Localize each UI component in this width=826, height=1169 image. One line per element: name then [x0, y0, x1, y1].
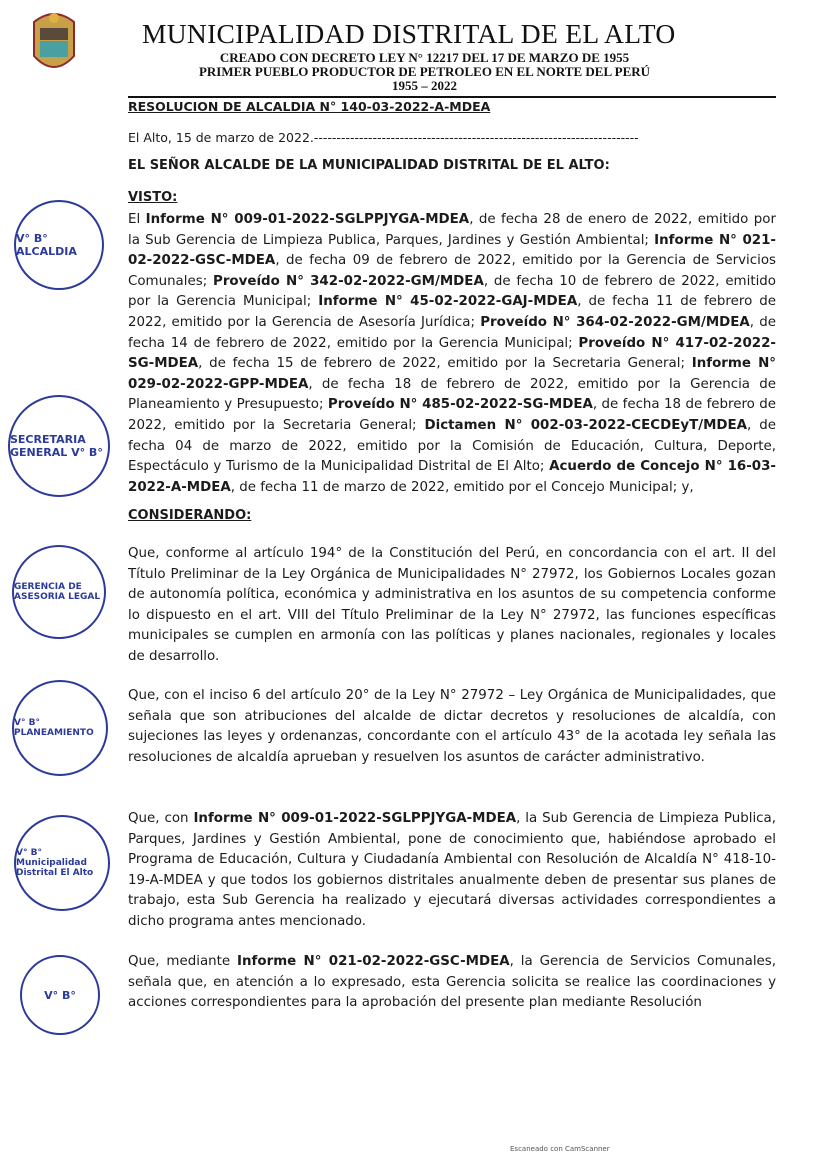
municipal-crest-logo	[28, 4, 80, 82]
document-reference: Informe N° 009-01-2022-SGLPPJYGA-MDEA	[145, 212, 470, 227]
stamp-alcaldia: V° B° ALCALDIA	[14, 200, 104, 290]
stamp-servicios-comunales: V° B°	[20, 955, 100, 1035]
paragraph-text: El	[128, 212, 146, 227]
paragraph-text: , de fecha 18 de febrero de 2022, emitido por la Gerencia de Planeamiento y Presupuesto;	[128, 376, 776, 413]
paragraph-text: , de fecha 14 de febrero de 2022, emitido por la Gerencia Municipal;	[128, 314, 776, 351]
paragraph-text: Que, mediante	[128, 954, 238, 969]
document-reference: Acuerdo de Concejo N° 16-03-2022-A-MDEA	[128, 459, 776, 495]
considerando-heading: CONSIDERANDO:	[128, 508, 252, 523]
stamp-gerencia: V° B° Municipalidad Distrital El Alto	[14, 815, 110, 911]
considerando-paragraph-3	[128, 809, 776, 933]
paragraph-text: , la Sub Gerencia de Limpieza Publica, Parques, Jardines y Gestión Ambiental, pone de conocimiento que, habiéndose aprobado el Programa de Educación, Cultura y Ciudadanía Ambiental con Resolución de Alcaldía N° 418-10-19-A-MDEA y que todos los gobiernos distritales anualmente deben de presentar sus planes de trabajo, esta Sub Gerencia ha realizado y ejecutará diversas actividades correspondientes a dicho programa antes mencionado.	[128, 811, 776, 929]
paragraph-text: , de fecha 28 de enero de 2022, emitido por la Sub Gerencia de Limpieza Publica, Parques, Jardines y Gestión Ambiental;	[128, 212, 776, 248]
stamp-planeamiento: V° B° PLANEAMIENTO	[12, 680, 108, 776]
years-line: 1955 – 2022	[392, 78, 457, 93]
paragraph-text: , de fecha 10 de febrero de 2022, emitido por la Gerencia Municipal;	[128, 273, 776, 310]
paragraph-text: , de fecha 09 de febrero de 2022, emitido por la Gerencia de Servicios Comunales;	[128, 253, 776, 289]
document-reference: Proveído N° 485-02-2022-SG-MDEA	[327, 397, 593, 413]
paragraph-text: , de fecha 15 de febrero de 2022, emitido por la Secretaria General;	[198, 356, 692, 372]
document-reference: Dictamen N° 002-03-2022-CECDEyT/MDEA	[424, 417, 748, 433]
paragraph-text: Que, con	[128, 811, 194, 826]
document-reference: Proveído N° 417-02-2022-SG-MDEA	[128, 335, 776, 372]
decree-line: CREADO CON DECRETO LEY N° 12217 DEL 17 DE MARZO DE 1955	[219, 50, 630, 65]
header-divider	[128, 96, 776, 98]
motto-line: PRIMER PUEBLO PRODUCTOR DE PETROLEO EN EL NORTE DEL PERÚ	[198, 64, 651, 79]
municipality-title: MUNICIPALIDAD DISTRITAL DE EL ALTO	[142, 18, 676, 49]
paragraph-text: , de fecha 04 de marzo de 2022, emitido por la Comisión de Educación, Cultura, Deporte, Espectáculo y Turismo de la Municipalidad Distrital de El Alto;	[128, 417, 776, 475]
addressee: EL SEÑOR ALCALDE DE LA MUNICIPALIDAD DISTRITAL DE EL ALTO:	[128, 158, 610, 173]
date-line: El Alto, 15 de marzo de 2022.------------------------------------------------------------------------	[128, 130, 639, 145]
scanner-watermark: Escaneado con CamScanner	[510, 1145, 610, 1153]
document-reference: Informe N° 021-02-2022-GSC-MDEA	[237, 954, 510, 969]
stamp-secretaria-general: SECRETARIA GENERAL V° B°	[8, 395, 110, 497]
considerando-paragraph-4	[128, 952, 776, 1014]
paragraph-text: Que, conforme al artículo 194° de la Constitución del Perú, en concordancia con el art. II del Título Preliminar de la Ley Orgánica de Municipalidades N° 27972, los Gobiernos Locales gozan de autonomía política, económica y administrativa en los asuntos de su competencia conforme lo dispuesto en el art. VIII del Título Preliminar de la Ley N° 27972, las funciones específicas municipales se cumplen en armonía con las políticas y planes nacionales, regionales y locales de desarrollo.	[128, 546, 776, 664]
paragraph-text: , de fecha 11 de marzo de 2022, emitido por el Concejo Municipal; y,	[230, 479, 694, 495]
paragraph-text: , de fecha 11 de febrero de 2022, emitido por la Gerencia de Asesoría Jurídica;	[128, 294, 776, 330]
resolution-number: RESOLUCION DE ALCALDIA N° 140-03-2022-A-MDEA	[128, 99, 491, 114]
visto-heading: VISTO:	[128, 190, 178, 205]
document-reference: Proveído N° 364-02-2022-GM/MDEA	[480, 314, 750, 330]
visto-paragraph	[128, 210, 776, 498]
paragraph-text: , la Gerencia de Servicios Comunales, señala que, en atención a lo expresado, esta Gerencia solicita se realice las coordinaciones y acciones correspondientes para la aprobación del presente plan mediante Resolución	[128, 954, 777, 1011]
paragraph-text: Que, con el inciso 6 del artículo 20° de la Ley N° 27972 – Ley Orgánica de Municipalidades, que señala que son atribuciones del alcalde de dictar decretos y resoluciones de alcaldía, con sujeciones las leyes y ordenanzas, concordante con el artículo 43° de la acotada ley señala las resoluciones de alcaldía aprueban y resuelven los asuntos de carácter administrativo.	[128, 688, 776, 765]
document-reference: Informe N° 021-02-2022-GSC-MDEA	[128, 232, 776, 269]
document-reference: Proveído N° 342-02-2022-GM/MDEA	[213, 273, 484, 289]
document-reference: Informe N° 029-02-2022-GPP-MDEA	[128, 356, 776, 392]
document-reference: Informe N° 45-02-2022-GAJ-MDEA	[318, 294, 578, 310]
document-reference: Informe N° 009-01-2022-SGLPPJYGA-MDEA	[193, 811, 517, 826]
considerando-paragraph-1	[128, 544, 776, 668]
considerando-paragraph-2	[128, 686, 776, 768]
stamp-asesoria-legal: GERENCIA DE ASESORIA LEGAL	[12, 545, 106, 639]
paragraph-text: , de fecha 18 de febrero de 2022, emitido por la Secretaria General;	[128, 397, 776, 433]
